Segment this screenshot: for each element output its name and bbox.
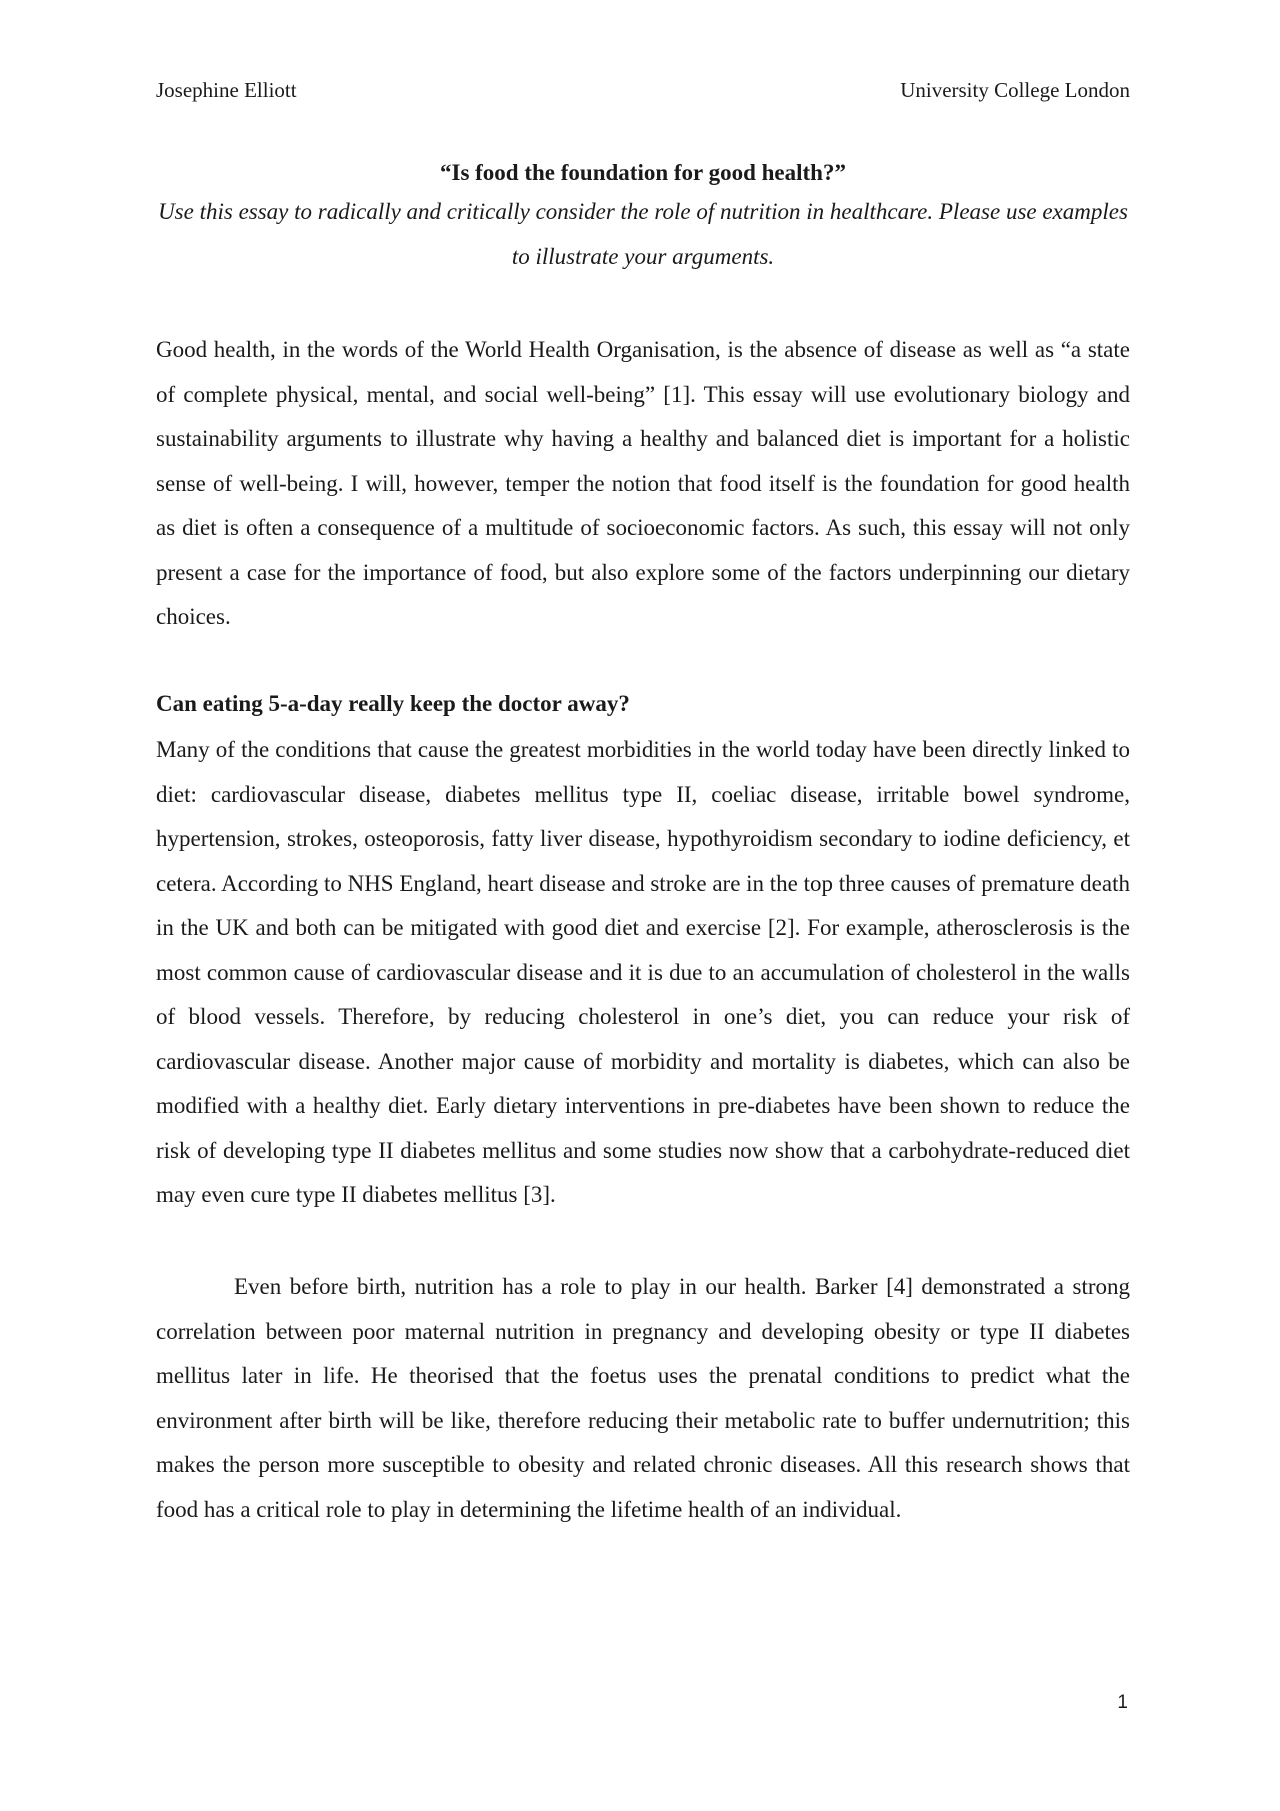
intro-paragraph: Good health, in the words of the World Health Organisation, is the absence of disease as well as “a state of complete physical, mental, and social well-being” [1]. This essay will use evolutionary biology and sustainability arguments to illustrate why having a healthy and balanced diet is important for a holistic sense of well-being. I will, however, temper the notion that food itself is the foundation for good health as diet is often a consequence of a multitude of socioeconomic factors. As such, this essay will not only present a case for the importance of food, but also explore some of the factors underpinning our dietary choices.	[156, 337, 1130, 629]
author-name: Josephine Elliott	[156, 78, 297, 102]
essay-title-block	[156, 158, 1130, 279]
essay-prompt: Use this essay to radically and critically consider the role of nutrition in healthcare. Please use examples to illustrate your arguments.	[158, 199, 1128, 269]
page-number: 1	[1117, 1692, 1128, 1713]
body-paragraph: Even before birth, nutrition has a role to play in our health. Barker [4] demonstrated a strong correlation between poor maternal nutrition in pregnancy and developing obesity or type II diabetes mellitus later in life. He theorised that the foetus uses the prenatal conditions to predict what the environment after birth will be like, therefore reducing their metabolic rate to buffer undernutrition; this makes the person more susceptible to obesity and related chronic diseases. All this research shows that food has a critical role to play in determining the lifetime health of an individual.	[156, 1274, 1130, 1522]
page-header	[156, 78, 1130, 103]
body-paragraph: Many of the conditions that cause the greatest morbidities in the world today have been directly linked to diet: cardiovascular disease, diabetes mellitus type II, coeliac disease, irritable bowel syndrome, hypertension, strokes, osteoporosis, fatty liver disease, hypothyroidism secondary to iodine deficiency, et cetera. According to NHS England, heart disease and stroke are in the top three causes of premature death in the UK and both can be mitigated with good diet and exercise [2]. For example, atherosclerosis is the most common cause of cardiovascular disease and it is due to an accumulation of cholesterol in the walls of blood vessels. Therefore, by reducing cholesterol in one’s diet, you can reduce your risk of cardiovascular disease. Another major cause of morbidity and mortality is diabetes, which can also be modified with a healthy diet. Early dietary interventions in pre-diabetes have been shown to reduce the risk of developing type II diabetes mellitus and some studies now show that a carbohydrate-reduced diet may even cure type II diabetes mellitus [3].	[156, 737, 1130, 1207]
essay-title: “Is food the foundation for good health?”	[440, 160, 846, 185]
section-heading: Can eating 5-a-day really keep the doctor away?	[156, 691, 630, 716]
institution-name: University College London	[900, 78, 1130, 102]
